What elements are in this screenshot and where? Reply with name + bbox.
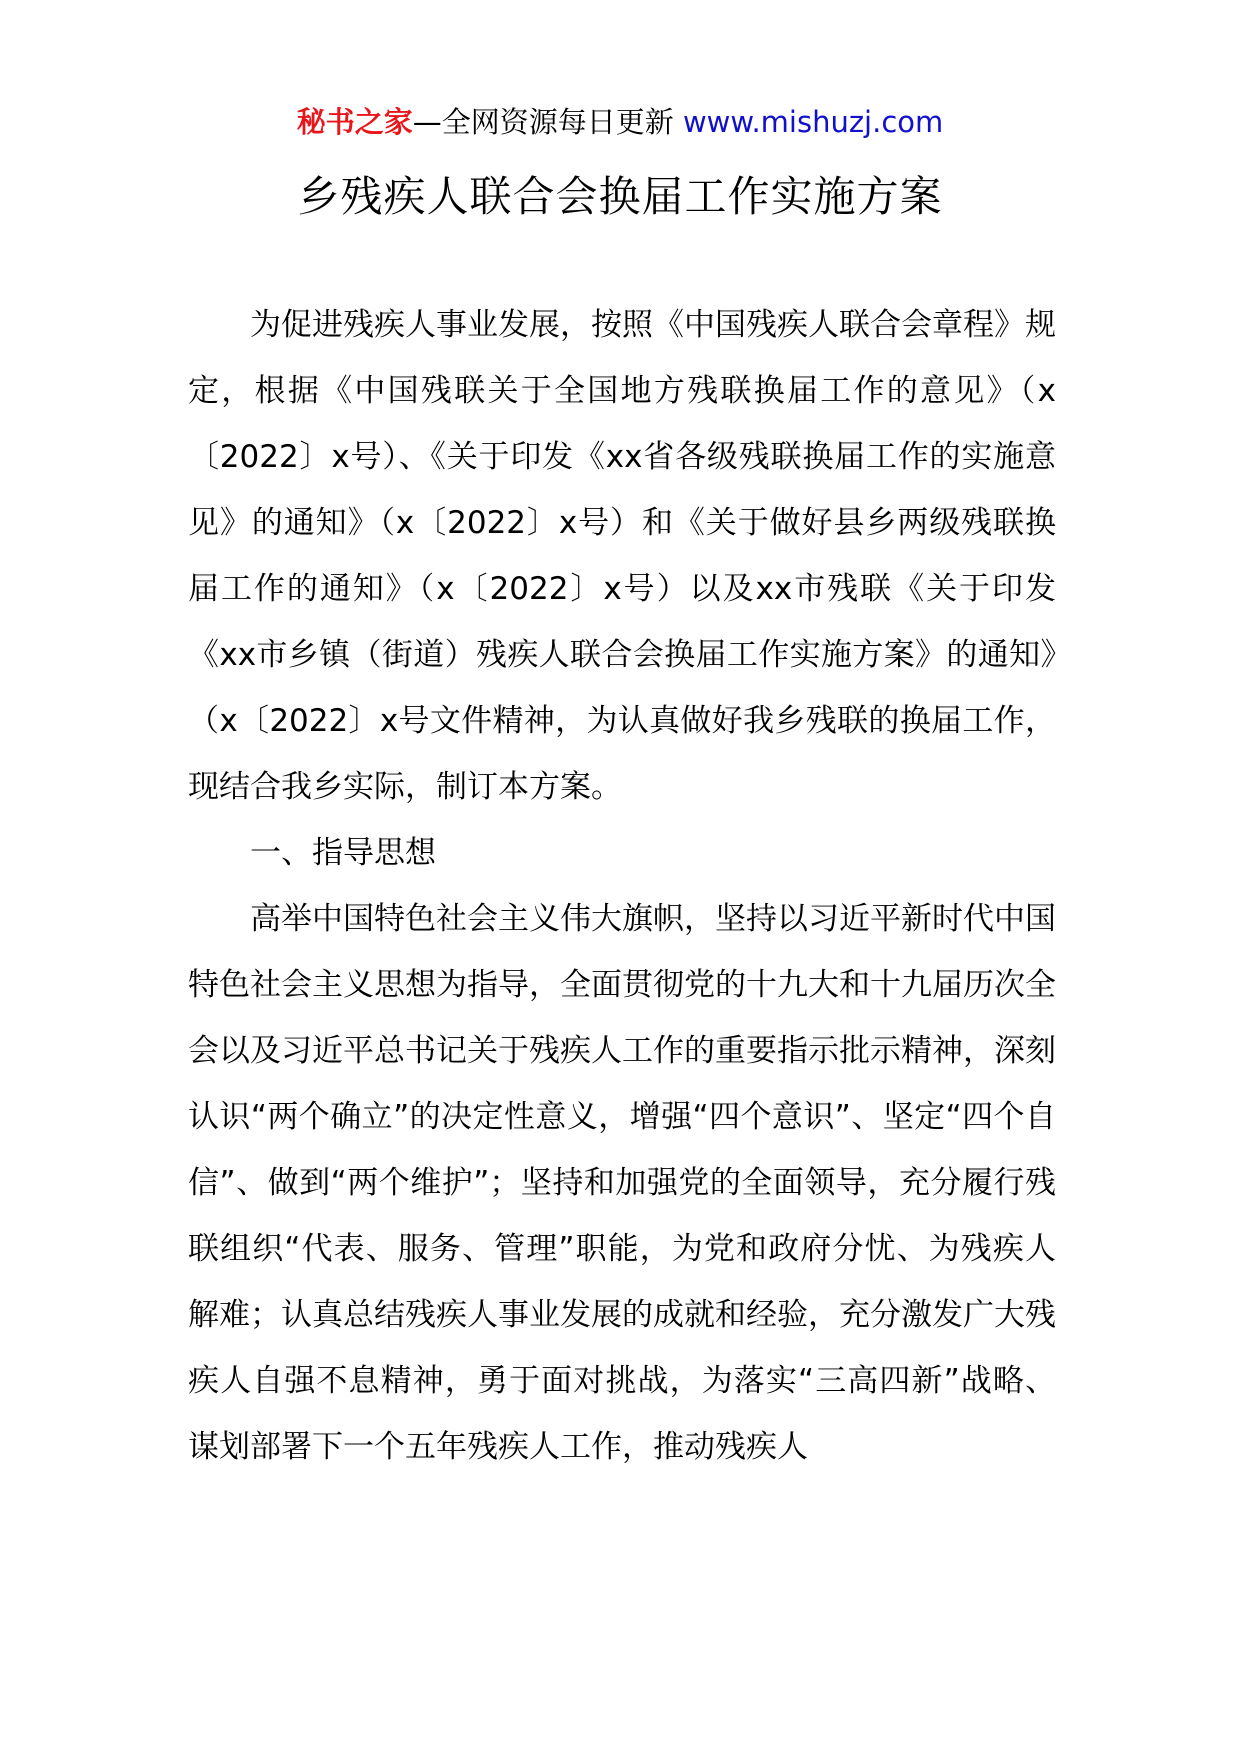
- guiding-ideology-paragraph: 高举中国特色社会主义伟大旗帜，坚持以习近平新时代中国特色社会主义思想为指导，全面贯彻党的十九大和十九届历次全会以及习近平总书记关于残疾人工作的重要指示批示精神，深刻认识“两个确立”的决定性意义，增强“四个意识”、坚定“四个自信”、做到“两个维护”；坚持和加强党的全面领导，充分履行残联组织“代表、服务、管理”职能，为党和政府分忧、为残疾人解难；认真总结残疾人事业发展的成就和经验，充分激发广大残疾人自强不息精神，勇于面对挑战，为落实“三高四新”战略、谋划部署下一个五年残疾人工作，推动残疾人: [188, 901, 1056, 1465]
- intro-paragraph: 为促进残疾人事业发展，按照《中国残疾人联合会章程》规定，根据《中国残联关于全国地方残联换届工作的意见》（x〔2022〕x号）、《关于印发《xx省各级残联换届工作的实施意见》的通知》（x〔2022〕x号）和《关于做好县乡两级残联换届工作的通知》（x〔2022〕x号）以及xx市残联《关于印发《xx市乡镇（街道）残疾人联合会换届工作实施方案》的通知》（x〔2022〕x号文件精神，为认真做好我乡残联的换届工作，现结合我乡实际，制订本方案。: [188, 307, 1056, 805]
- site-url-link[interactable]: www.mishuzj.com: [682, 105, 944, 139]
- document-title: 乡残疾人联合会换届工作实施方案: [297, 172, 943, 221]
- document-body: [188, 292, 1056, 1480]
- site-header: [0, 100, 1240, 144]
- section-heading-guiding-ideology: 一、指导思想: [250, 835, 436, 871]
- header-slogan: —全网资源每日更新: [412, 105, 683, 139]
- brand-name: 秘书之家: [296, 105, 413, 139]
